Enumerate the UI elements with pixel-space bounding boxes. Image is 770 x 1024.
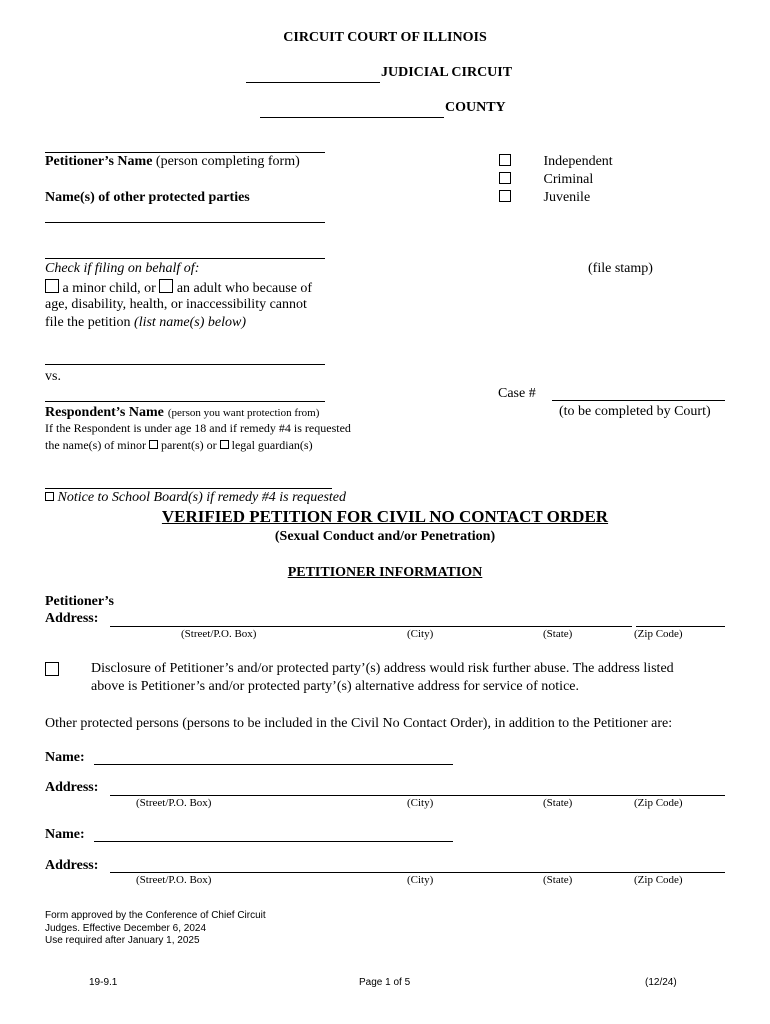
checkbox[interactable]: [499, 154, 511, 166]
adult-checkbox[interactable]: [159, 279, 173, 293]
court-title: CIRCUIT COURT OF ILLINOIS: [283, 30, 487, 45]
file-stamp-label: (file stamp): [588, 261, 653, 276]
judicial-circuit-label: JUDICIAL CIRCUIT: [381, 65, 513, 80]
county-label: COUNTY: [445, 100, 506, 115]
person-2-zip-caption: (Zip Code): [634, 874, 683, 886]
person-1-city-caption: (City): [407, 797, 434, 809]
person-1-street-caption: (Street/P.O. Box): [136, 797, 212, 809]
state-caption: (State): [543, 628, 573, 640]
respondent-name-line[interactable]: [45, 401, 325, 402]
petitioner-address-label-2: Address:: [45, 611, 99, 626]
county-line[interactable]: [260, 117, 444, 118]
disclosure-checkbox[interactable]: [45, 662, 59, 676]
petitioner-address-line[interactable]: [110, 626, 632, 627]
case-type-juvenile[interactable]: Juvenile: [499, 190, 590, 206]
person-2-name-label: Name:: [45, 827, 85, 842]
respondent-minor-options: the name(s) of minor parent(s) or legal guardian(s): [45, 438, 313, 452]
other-parties-line-2[interactable]: [45, 258, 325, 259]
school-board-notice: Notice to School Board(s) if remedy #4 is requested: [45, 490, 346, 506]
person-2-city-caption: (City): [407, 874, 434, 886]
case-number-line[interactable]: [552, 400, 725, 401]
form-number: 19-9.1: [89, 977, 118, 988]
form-approval: Form approved by the Conference of Chief Circuit Judges. Effective December 6, 2024 Use required after January 1, 2025: [45, 910, 266, 946]
case-type-independent[interactable]: Independent: [499, 154, 613, 170]
person-1-zip-caption: (Zip Code): [634, 797, 683, 809]
form-title: VERIFIED PETITION FOR CIVIL NO CONTACT ORDER: [161, 507, 609, 526]
person-2-state-caption: (State): [543, 874, 573, 886]
guardian-names-line[interactable]: [45, 488, 332, 489]
person-2-street-caption: (Street/P.O. Box): [136, 874, 212, 886]
other-parties-label: Name(s) of other protected parties: [45, 190, 250, 205]
behalf-line-2: age, disability, health, or inaccessibility cannot: [45, 297, 307, 312]
behalf-line-1: a minor child, or an adult who because of: [45, 279, 312, 297]
disclosure-line-2: above is Petitioner’s and/or protected party’(s) alternative address for service of notice.: [91, 679, 580, 694]
form-subtitle: (Sexual Conduct and/or Penetration): [274, 529, 496, 544]
city-caption: (City): [407, 628, 434, 640]
checkbox[interactable]: [499, 172, 511, 184]
page-number: Page 1 of 5: [359, 977, 411, 988]
behalf-line-3: file the petition (list name(s) below): [45, 315, 247, 330]
guardian-checkbox[interactable]: [220, 440, 229, 449]
case-number-label: Case #: [498, 386, 536, 401]
person-2-name-line[interactable]: [94, 841, 453, 842]
revision-date: (12/24): [645, 977, 677, 988]
petitioner-address-label-1: Petitioner’s: [45, 594, 114, 609]
person-2-address-label: Address:: [45, 858, 99, 873]
person-2-address-line[interactable]: [110, 872, 725, 873]
minor-checkbox[interactable]: [45, 279, 59, 293]
case-number-note: (to be completed by Court): [559, 404, 711, 419]
disclosure-line-1: Disclosure of Petitioner’s and/or protected party’(s) address would risk further abuse. The address listed: [91, 661, 674, 676]
respondent-minor-note: If the Respondent is under age 18 and if remedy #4 is requested: [45, 421, 351, 435]
respondent-name-label: Respondent’s Name (person you want protection from): [45, 405, 320, 420]
person-1-name-label: Name:: [45, 750, 85, 765]
behalf-names-line[interactable]: [45, 364, 325, 365]
petitioner-name-line[interactable]: [45, 152, 325, 153]
behalf-heading: Check if filing on behalf of:: [45, 261, 200, 276]
person-1-address-label: Address:: [45, 780, 99, 795]
vs-label: vs.: [45, 369, 61, 384]
case-type-criminal[interactable]: Criminal: [499, 172, 593, 188]
section-heading: PETITIONER INFORMATION: [287, 565, 483, 580]
person-1-name-line[interactable]: [94, 764, 453, 765]
circuit-line[interactable]: [246, 82, 380, 83]
petitioner-name-label: Petitioner’s Name (person completing form): [45, 154, 300, 169]
street-caption: (Street/P.O. Box): [181, 628, 257, 640]
person-1-state-caption: (State): [543, 797, 573, 809]
person-1-address-line[interactable]: [110, 795, 725, 796]
parent-checkbox[interactable]: [149, 440, 158, 449]
other-persons-intro: Other protected persons (persons to be included in the Civil No Contact Order), in addition to the Petitioner are:: [45, 716, 673, 731]
other-parties-line-1[interactable]: [45, 222, 325, 223]
school-board-checkbox[interactable]: [45, 492, 54, 501]
zip-caption: (Zip Code): [634, 628, 683, 640]
checkbox[interactable]: [499, 190, 511, 202]
petitioner-zip-line[interactable]: [636, 626, 725, 627]
